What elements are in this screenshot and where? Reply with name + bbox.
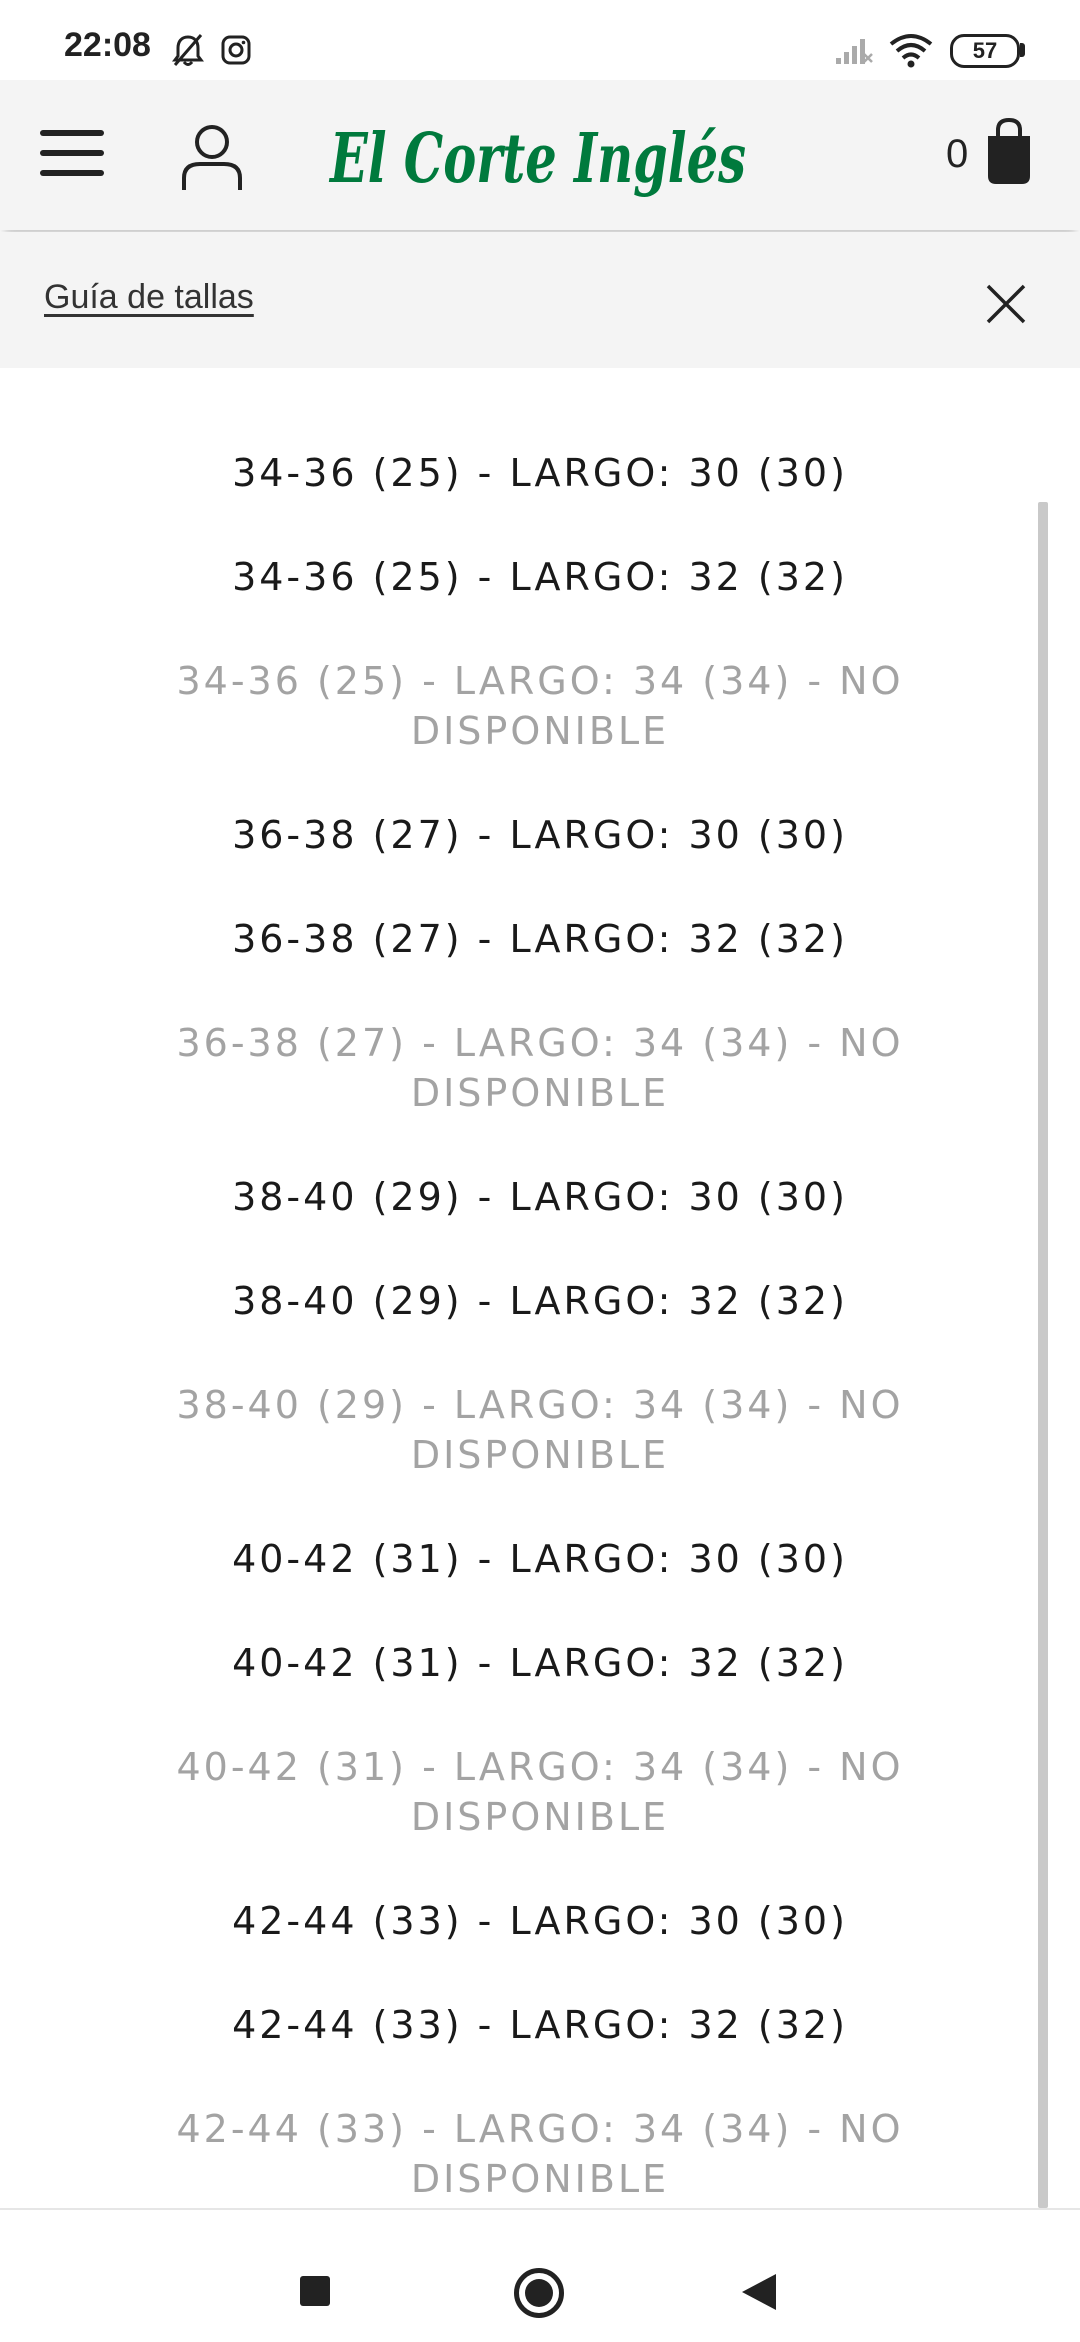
size-option-unavailable: 36-38 (27) - LARGO: 34 (34) - NO DISPONIBLE xyxy=(176,1021,904,1115)
bell-muted-icon xyxy=(170,32,206,68)
size-option[interactable]: 40-42 (31) - LARGO: 30 (30) xyxy=(232,1537,848,1581)
status-time: 22:08 xyxy=(64,26,151,64)
menu-icon[interactable] xyxy=(40,126,104,182)
brand-logo[interactable] xyxy=(330,104,750,214)
size-options-list[interactable] xyxy=(0,368,1080,2208)
wifi-icon xyxy=(888,32,934,68)
size-option-unavailable: 40-42 (31) - LARGO: 34 (34) - NO DISPONIBLE xyxy=(176,1745,904,1839)
shopping-bag-icon[interactable] xyxy=(984,116,1034,186)
app-header xyxy=(0,80,1080,230)
size-option-unavailable: 42-44 (33) - LARGO: 34 (34) - NO DISPONIBLE xyxy=(176,2107,904,2201)
svg-text:El Corte Inglés: El Corte Inglés xyxy=(328,119,746,199)
size-guide-bar xyxy=(0,232,1080,368)
status-bar xyxy=(0,0,1080,80)
size-option[interactable]: 40-42 (31) - LARGO: 32 (32) xyxy=(232,1641,848,1685)
size-option[interactable]: 42-44 (33) - LARGO: 30 (30) xyxy=(232,1899,848,1943)
close-icon[interactable] xyxy=(984,282,1028,326)
size-option[interactable]: 42-44 (33) - LARGO: 32 (32) xyxy=(232,2003,848,2047)
system-nav-bar xyxy=(0,2208,1080,2342)
size-option[interactable]: 34-36 (25) - LARGO: 30 (30) xyxy=(232,451,848,495)
size-guide-link[interactable]: Guía de tallas xyxy=(44,278,254,316)
instagram-icon xyxy=(220,34,252,66)
home-icon[interactable] xyxy=(514,2268,564,2318)
size-option-unavailable: 38-40 (29) - LARGO: 34 (34) - NO DISPONIBLE xyxy=(176,1383,904,1477)
size-option[interactable]: 36-38 (27) - LARGO: 32 (32) xyxy=(232,917,848,961)
size-option-unavailable: 34-36 (25) - LARGO: 34 (34) - NO DISPONIBLE xyxy=(176,659,904,753)
size-option[interactable]: 38-40 (29) - LARGO: 32 (32) xyxy=(232,1279,848,1323)
battery-icon: 57 xyxy=(950,34,1020,68)
battery-cap xyxy=(1020,43,1025,57)
scrollbar[interactable] xyxy=(1038,502,1048,2208)
signal-icon xyxy=(834,34,874,66)
recents-icon[interactable] xyxy=(300,2276,330,2306)
user-icon[interactable] xyxy=(180,120,244,192)
size-option[interactable]: 38-40 (29) - LARGO: 30 (30) xyxy=(232,1175,848,1219)
cart-count: 0 xyxy=(946,132,969,176)
size-option[interactable]: 36-38 (27) - LARGO: 30 (30) xyxy=(232,813,848,857)
back-icon[interactable] xyxy=(742,2274,776,2310)
size-option[interactable]: 34-36 (25) - LARGO: 32 (32) xyxy=(232,555,848,599)
